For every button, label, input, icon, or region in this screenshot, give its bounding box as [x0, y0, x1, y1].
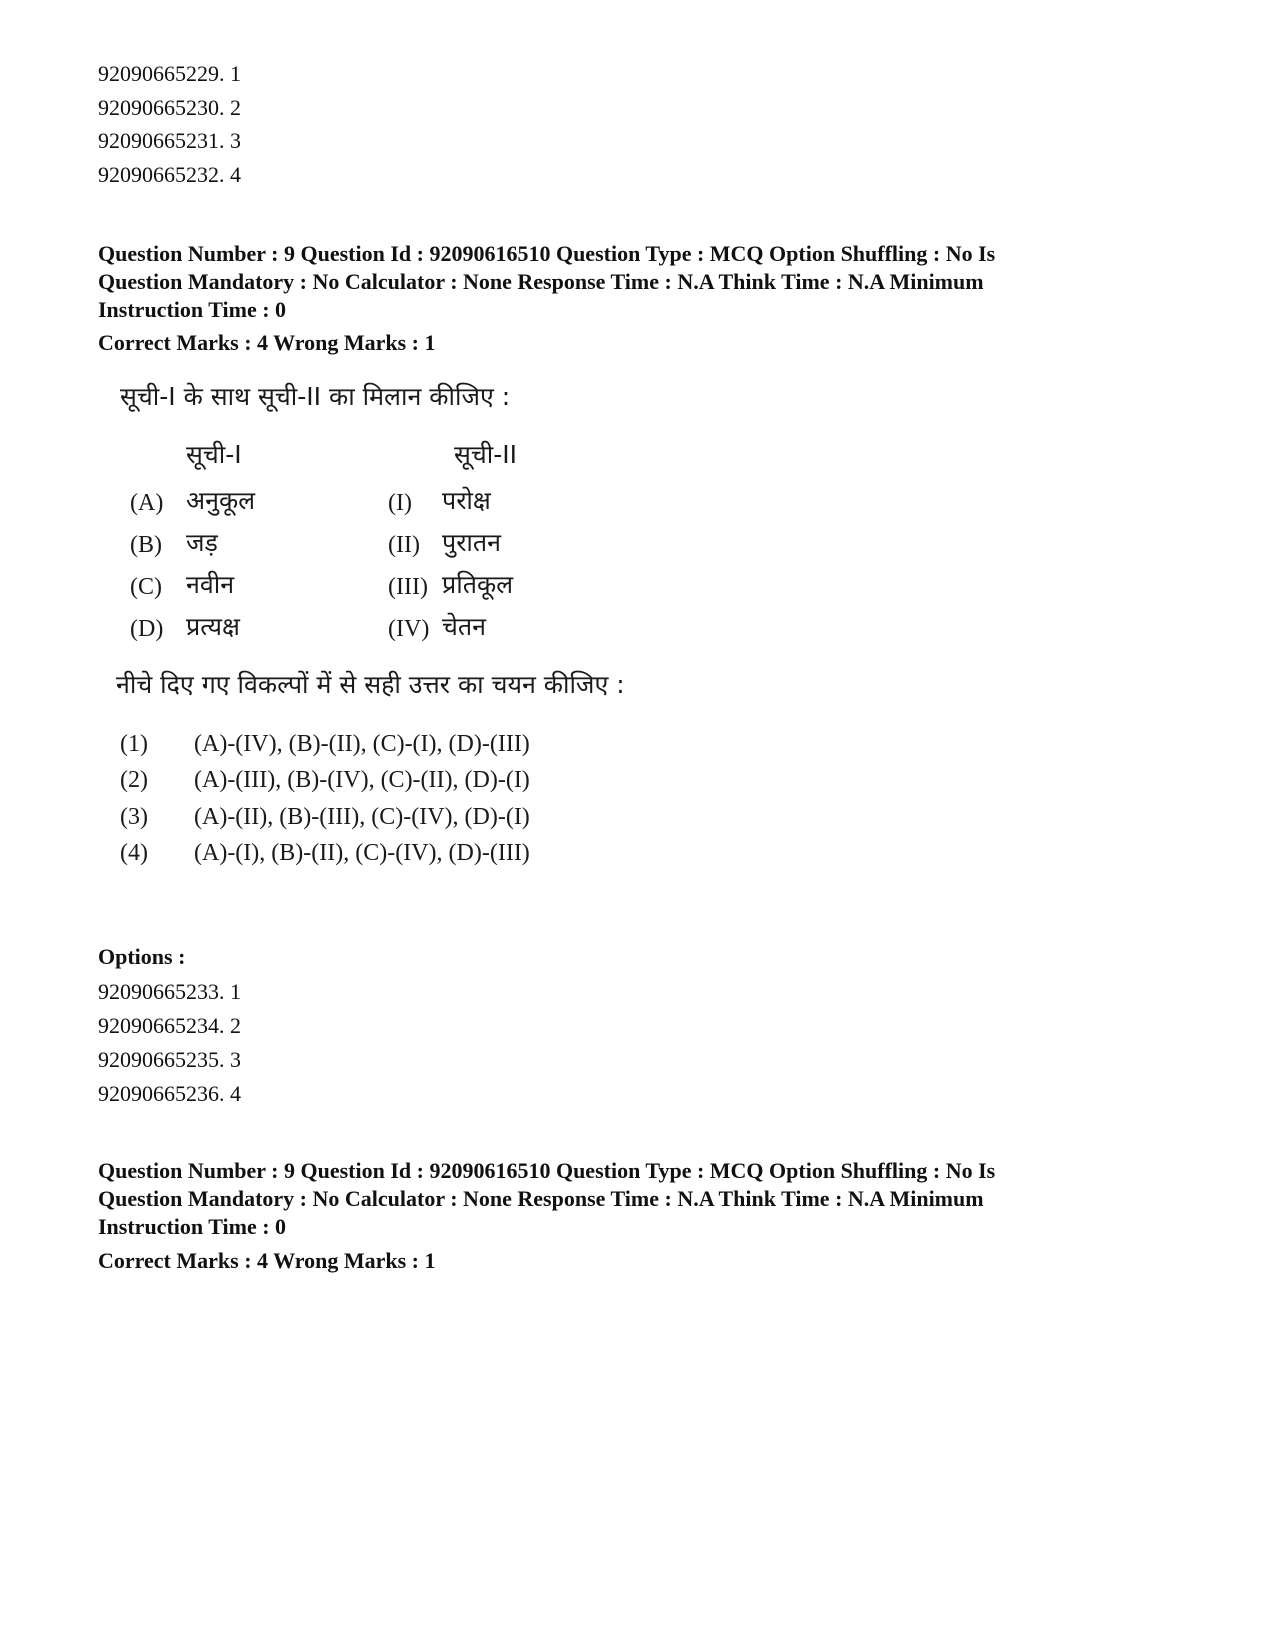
- question-header: [98, 240, 1158, 324]
- next-question-header-line-3: Instruction Time : 0: [98, 1214, 287, 1239]
- options-label: Options :: [98, 944, 186, 969]
- question-marks: Correct Marks : 4 Wrong Marks : 1: [98, 330, 436, 355]
- next-question-header-line-2: Question Mandatory : No Calculator : None Response Time : N.A Think Time : N.A Minimum: [98, 1186, 984, 1211]
- list-1-item-d: प्रत्यक्ष: [186, 612, 240, 641]
- list-2-item-iii: प्रतिकूल: [442, 570, 514, 599]
- list-2-item-i: परोक्ष: [442, 486, 491, 515]
- list-2-key-iii: (III): [388, 574, 428, 600]
- question-header-line-1: Question Number : 9 Question Id : 92090616510 Question Type : MCQ Option Shuffling : No Is: [98, 241, 996, 266]
- list-2-key-iv: (IV): [388, 616, 430, 642]
- option-1: 92090665233. 1: [98, 979, 241, 1004]
- question-body: [98, 378, 658, 923]
- list-1-key-a: (A): [130, 490, 164, 516]
- next-question-header-line-1: Question Number : 9 Question Id : 92090616510 Question Type : MCQ Option Shuffling : No Is: [98, 1158, 996, 1183]
- list-1-item-c: नवीन: [186, 570, 235, 599]
- question-header-line-3: Instruction Time : 0: [98, 297, 287, 322]
- option-3: 92090665235. 3: [98, 1047, 241, 1072]
- choice-2-text: (A)-(III), (B)-(IV), (C)-(II), (D)-(I): [194, 767, 530, 793]
- option-2: 92090665234. 2: [98, 1013, 241, 1038]
- choice-2-number: (2): [120, 767, 148, 793]
- choice-1-number: (1): [120, 731, 148, 757]
- prev-option-1: 92090665229. 1: [98, 61, 241, 86]
- question-header-line-2: Question Mandatory : No Calculator : None Response Time : N.A Think Time : N.A Minimum: [98, 269, 984, 294]
- choice-3-number: (3): [120, 804, 148, 830]
- choice-4-text: (A)-(I), (B)-(II), (C)-(IV), (D)-(III): [194, 840, 530, 866]
- list-1-key-b: (B): [130, 532, 162, 558]
- list-1-item-a: अनुकूल: [186, 486, 256, 515]
- list-2-item-iv: चेतन: [442, 612, 487, 641]
- prev-option-4: 92090665232. 4: [98, 162, 241, 187]
- next-question-header: [98, 1157, 1158, 1241]
- list-1-key-c: (C): [130, 574, 162, 600]
- list-2-title: सूची-II: [454, 440, 518, 469]
- option-4: 92090665236. 4: [98, 1081, 241, 1106]
- match-instruction: सूची-I के साथ सूची-II का मिलान कीजिए :: [120, 382, 511, 411]
- list-2-key-i: (I): [388, 490, 412, 516]
- list-2-key-ii: (II): [388, 532, 420, 558]
- prev-option-2: 92090665230. 2: [98, 95, 241, 120]
- choice-4-number: (4): [120, 840, 148, 866]
- choice-3-text: (A)-(II), (B)-(III), (C)-(IV), (D)-(I): [194, 804, 530, 830]
- prev-option-3: 92090665231. 3: [98, 128, 241, 153]
- choose-instruction: नीचे दिए गए विकल्पों में से सही उत्तर का चयन कीजिए :: [116, 670, 625, 699]
- list-1-title: सूची-I: [186, 440, 242, 469]
- list-1-key-d: (D): [130, 616, 164, 642]
- next-question-marks: Correct Marks : 4 Wrong Marks : 1: [98, 1248, 436, 1273]
- list-2-item-ii: पुरातन: [442, 528, 502, 557]
- choice-1-text: (A)-(IV), (B)-(II), (C)-(I), (D)-(III): [194, 731, 530, 757]
- list-1-item-b: जड़: [186, 528, 218, 557]
